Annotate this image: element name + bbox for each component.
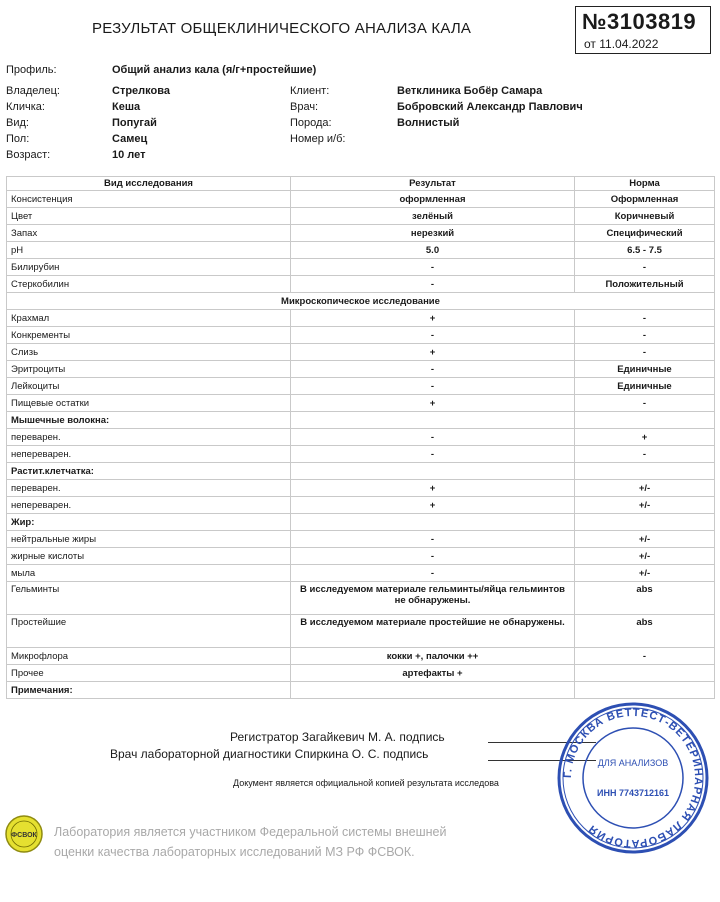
test-norm: Оформленная [575, 191, 715, 208]
profile-value: Общий анализ кала (я/г+простейшие) [112, 64, 317, 76]
table-row [7, 327, 715, 344]
test-result: + [291, 480, 575, 497]
test-norm: 6.5 - 7.5 [575, 242, 715, 259]
test-norm: - [575, 259, 715, 276]
group-norm-cell [575, 682, 715, 699]
table-group-row [7, 514, 715, 531]
logo-text: ФСВОК [11, 832, 37, 839]
table-row [7, 361, 715, 378]
table-row [7, 208, 715, 225]
test-result: + [291, 395, 575, 412]
test-norm: Коричневый [575, 208, 715, 225]
test-name: Простейшие [7, 615, 291, 648]
table-row [7, 615, 715, 648]
table-group-row [7, 463, 715, 480]
table-row [7, 378, 715, 395]
test-norm: +/- [575, 531, 715, 548]
test-name: Гельминты [7, 582, 291, 615]
table-row [7, 310, 715, 327]
table-row [7, 582, 715, 615]
client-value: Ветклиника Бобёр Самара [397, 85, 543, 97]
test-name: Билирубин [7, 259, 291, 276]
section-title: Микроскопическое исследование [7, 293, 715, 310]
test-name: Микрофлора [7, 648, 291, 665]
table-row [7, 225, 715, 242]
group-norm-cell [575, 514, 715, 531]
test-name: Прочее [7, 665, 291, 682]
group-result-cell [291, 463, 575, 480]
test-result: - [291, 259, 575, 276]
table-section-row [7, 293, 715, 310]
test-result: - [291, 361, 575, 378]
table-row [7, 242, 715, 259]
test-name: Цвет [7, 208, 291, 225]
owner-value: Стрелкова [112, 85, 170, 97]
test-result: - [291, 327, 575, 344]
test-norm: +/- [575, 480, 715, 497]
age-value: 10 лет [112, 149, 146, 161]
test-name: переварен. [7, 480, 291, 497]
test-norm: - [575, 344, 715, 361]
nick-value: Кеша [112, 101, 141, 113]
test-norm: +/- [575, 565, 715, 582]
breed-label: Порода: [290, 117, 332, 129]
test-result: В исследуемом материале простейшие не обнаружены. [291, 615, 575, 648]
group-title: Примечания: [7, 682, 291, 699]
results-table [6, 176, 715, 699]
test-name: нейтральные жиры [7, 531, 291, 548]
fsvok-logo [4, 814, 44, 859]
nick-label: Кличка: [6, 101, 45, 113]
table-group-row [7, 682, 715, 699]
test-result: - [291, 565, 575, 582]
table-header-row [7, 177, 715, 191]
test-name: Пищевые остатки [7, 395, 291, 412]
test-norm: - [575, 310, 715, 327]
test-norm: + [575, 429, 715, 446]
test-result: + [291, 310, 575, 327]
test-norm: - [575, 395, 715, 412]
footer-line-2: оценки качества лабораторных исследований МЗ РФ ФСВОК. [54, 845, 415, 859]
age-label: Возраст: [6, 149, 51, 161]
card-number-label: Номер и/б: [290, 133, 346, 145]
table-row [7, 497, 715, 514]
test-norm: Единичные [575, 378, 715, 395]
test-name: Конкременты [7, 327, 291, 344]
test-name: Эритроциты [7, 361, 291, 378]
test-result: - [291, 429, 575, 446]
test-name: Запах [7, 225, 291, 242]
test-result: + [291, 344, 575, 361]
profile-label: Профиль: [6, 64, 57, 76]
table-row [7, 276, 715, 293]
document-date: от 11.04.2022 [584, 37, 659, 51]
test-name: мыла [7, 565, 291, 582]
test-result: зелёный [291, 208, 575, 225]
group-title: Жир: [7, 514, 291, 531]
table-row [7, 531, 715, 548]
stamp-inn-text: ИНН 7743712161 [596, 788, 670, 798]
sex-label: Пол: [6, 133, 30, 145]
stamp-ring-text: Г. МОСКВА ВЕТТЕСТ-ВЕТЕРИНАРНАЯ ЛАБОРАТОРИЯ [561, 706, 705, 850]
header-name: Вид исследования [7, 177, 291, 191]
test-norm: - [575, 327, 715, 344]
table-row [7, 191, 715, 208]
test-name: Консистенция [7, 191, 291, 208]
footer-text [54, 822, 447, 862]
table-row [7, 648, 715, 665]
test-norm: +/- [575, 548, 715, 565]
test-result: кокки +, палочки ++ [291, 648, 575, 665]
test-result: оформленная [291, 191, 575, 208]
test-norm: abs [575, 582, 715, 615]
test-result: - [291, 548, 575, 565]
client-label: Клиент: [290, 85, 330, 97]
breed-value: Волнистый [397, 117, 460, 129]
test-result: нерезкий [291, 225, 575, 242]
group-result-cell [291, 412, 575, 429]
group-norm-cell [575, 463, 715, 480]
table-row [7, 480, 715, 497]
species-value: Попугай [112, 117, 157, 129]
owner-label: Владелец: [6, 85, 60, 97]
test-name: непереварен. [7, 446, 291, 463]
registrar-signature: Регистратор Загайкевич М. А. подпись [230, 730, 445, 744]
laboratory-stamp [555, 700, 711, 861]
footer-line-1: Лаборатория является участником Федеральной системы внешней [54, 825, 447, 839]
sex-value: Самец [112, 133, 148, 145]
group-result-cell [291, 682, 575, 699]
test-norm: Специфический [575, 225, 715, 242]
group-title: Растит.клетчатка: [7, 463, 291, 480]
test-result: - [291, 276, 575, 293]
test-norm: Положительный [575, 276, 715, 293]
group-title: Мышечные волокна: [7, 412, 291, 429]
document-number: №3103819 [582, 9, 697, 34]
test-norm: +/- [575, 497, 715, 514]
test-norm: - [575, 648, 715, 665]
test-norm: Единичные [575, 361, 715, 378]
doctor-label: Врач: [290, 101, 319, 113]
table-row [7, 548, 715, 565]
stamp-center-text: ДЛЯ АНАЛИЗОВ [597, 758, 669, 768]
group-result-cell [291, 514, 575, 531]
table-row [7, 259, 715, 276]
test-name: pH [7, 242, 291, 259]
test-name: Крахмал [7, 310, 291, 327]
lab-doctor-signature: Врач лабораторной диагностики Спиркина О. С. подпись [110, 747, 429, 761]
test-result: - [291, 446, 575, 463]
test-norm: - [575, 446, 715, 463]
test-result: - [291, 531, 575, 548]
test-name: Лейкоциты [7, 378, 291, 395]
test-result: - [291, 378, 575, 395]
table-row [7, 395, 715, 412]
test-result: В исследуемом материале гельминты/яйца гельминтов не обнаружены. [291, 582, 575, 615]
document-number-box [575, 6, 711, 54]
test-result: + [291, 497, 575, 514]
test-name: непереварен. [7, 497, 291, 514]
table-row [7, 665, 715, 682]
test-norm: abs [575, 615, 715, 648]
document-title: РЕЗУЛЬТАТ ОБЩЕКЛИНИЧЕСКОГО АНАЛИЗА КАЛА [92, 20, 472, 37]
group-norm-cell [575, 412, 715, 429]
table-row [7, 344, 715, 361]
test-result: 5.0 [291, 242, 575, 259]
test-norm [575, 665, 715, 682]
test-name: переварен. [7, 429, 291, 446]
species-label: Вид: [6, 117, 29, 129]
doctor-value: Бобровский Александр Павлович [397, 101, 583, 113]
header-norm: Норма [575, 177, 715, 191]
header-result: Результат [291, 177, 575, 191]
test-name: жирные кислоты [7, 548, 291, 565]
official-copy-note: Документ является официальной копией результата исследова [233, 778, 499, 788]
table-group-row [7, 412, 715, 429]
table-row [7, 429, 715, 446]
table-row [7, 565, 715, 582]
test-name: Стеркобилин [7, 276, 291, 293]
test-result: артефакты + [291, 665, 575, 682]
test-name: Слизь [7, 344, 291, 361]
table-row [7, 446, 715, 463]
